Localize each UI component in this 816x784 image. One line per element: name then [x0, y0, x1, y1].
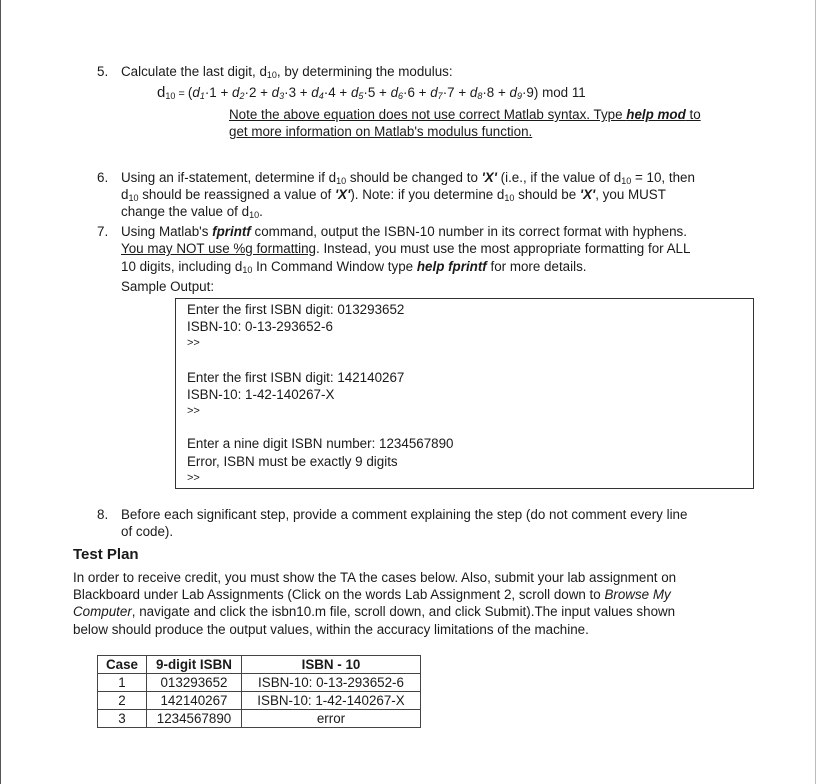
table-row	[98, 674, 421, 692]
equation-term: $d_2\cdot 2$ +	[232, 85, 272, 101]
step-5-number: 5.	[97, 64, 109, 79]
step-7-line-3: 10 digits, including $d_{10}$ In Command Window type help fprintf for more details.	[121, 259, 587, 275]
cell-case: 1	[98, 674, 147, 692]
sample-output-box	[175, 298, 754, 489]
header-case: Case	[98, 656, 147, 674]
page-left-edge	[0, 0, 1, 784]
test-plan-line-4: below should produce the output values, within the accuracy limitations of the machine.	[73, 622, 589, 637]
cell-case: 3	[98, 710, 147, 728]
step-8-number: 8.	[97, 507, 109, 522]
sample-line: Enter a nine digit ISBN number: 1234567890	[187, 436, 454, 451]
equation-term: $d_6\cdot 6$ +	[390, 85, 431, 101]
step-6-number: 6.	[97, 170, 109, 185]
cell-isbn-10: ISBN-10: 0-13-293652-6	[242, 674, 421, 692]
equation-term: $d_4\cdot 4$ +	[311, 85, 351, 101]
sample-line: ISBN-10: 1-42-140267-X	[187, 387, 335, 402]
step-8-line-1: Before each significant step, provide a comment explaining the step (do not comment every line	[121, 507, 688, 522]
table-header-row	[98, 656, 421, 674]
test-cases-table	[97, 655, 421, 728]
table-row	[98, 692, 421, 710]
modulus-equation: $d_{10} = (d_1\cdot 1 + d_2\cdot 2 + d_3\cdot 3 + d_4\cdot 4 + d_5\cdot 5 + d_6\cdot 6 + d_7\cdot 7 + d_8\cdot 8 + d_9\cdot 9)$ mod 11	[157, 84, 586, 101]
sample-line: Enter the first ISBN digit: 142140267	[187, 370, 405, 385]
sample-line: Enter the first ISBN digit: 013293652	[187, 302, 405, 317]
sample-line: Error, ISBN must be exactly 9 digits	[187, 454, 398, 469]
step-8-line-2: of code).	[121, 524, 174, 539]
cell-isbn-9: 013293652	[147, 674, 242, 692]
step-6-line-2: $d_{10}$ should be reassigned a value of 'X'). Note: if you determine $d_{10}$ should be 'X', you MUST	[121, 187, 666, 203]
table-row	[98, 710, 421, 728]
note-line-2: get more information on Matlab's modulus function.	[229, 124, 533, 139]
note-line-1: Note the above equation does not use correct Matlab syntax. Type help mod to	[229, 107, 701, 122]
sample-prompt: >>	[187, 472, 200, 484]
step-7-line-2: You may NOT use %g formatting. Instead, you must use the most appropriate formatting for ALL	[121, 241, 691, 256]
equation-term: $d_1\cdot 1$ +	[192, 85, 233, 101]
equation-term: $d_9\cdot 9$	[509, 85, 534, 101]
sample-output-label: Sample Output:	[121, 279, 215, 294]
test-plan-line-3: Computer, navigate and click the isbn10.m file, scroll down, and click Submit).The input values shown	[73, 604, 676, 619]
step-7-number: 7.	[97, 224, 109, 239]
equation-term: $d_8\cdot 8$ +	[469, 85, 510, 101]
sample-line: ISBN-10: 0-13-293652-6	[187, 319, 333, 334]
equation-terms	[192, 85, 534, 100]
equation-term: $d_5\cdot 5$ +	[350, 85, 391, 101]
step-7-line-1: Using Matlab's fprintf command, output the ISBN-10 number in its correct format with hyphens.	[121, 224, 687, 239]
equation-term: $d_7\cdot 7$ +	[430, 85, 470, 101]
cell-case: 2	[98, 692, 147, 710]
header-isbn-10: ISBN - 10	[242, 656, 421, 674]
step-5-text: Calculate the last digit, $d_{10}$, by determining the modulus:	[121, 64, 453, 80]
test-plan-line-1: In order to receive credit, you must show the TA the cases below. Also, submit your lab assignment on	[73, 570, 677, 585]
cell-isbn-10: ISBN-10: 1-42-140267-X	[242, 692, 421, 710]
header-9-digit-isbn: 9-digit ISBN	[147, 656, 242, 674]
cell-isbn-9: 142140267	[147, 692, 242, 710]
cell-isbn-9: 1234567890	[147, 710, 242, 728]
equation-term: $d_3\cdot 3$ +	[271, 85, 312, 101]
step-6-line-1: Using an if-statement, determine if $d_{10}$ should be changed to 'X' (i.e., if the value of $d_{10} = 10$, then	[121, 170, 695, 186]
cell-isbn-10: error	[242, 710, 421, 728]
sample-prompt: >>	[187, 405, 200, 417]
sample-prompt: >>	[187, 337, 200, 349]
step-6-line-3: change the value of $d_{10}$.	[121, 204, 263, 220]
test-plan-line-2: Blackboard under Lab Assignments (Click on the words Lab Assignment 2, scroll down to Browse My	[73, 587, 671, 602]
test-plan-heading: Test Plan	[73, 546, 139, 563]
